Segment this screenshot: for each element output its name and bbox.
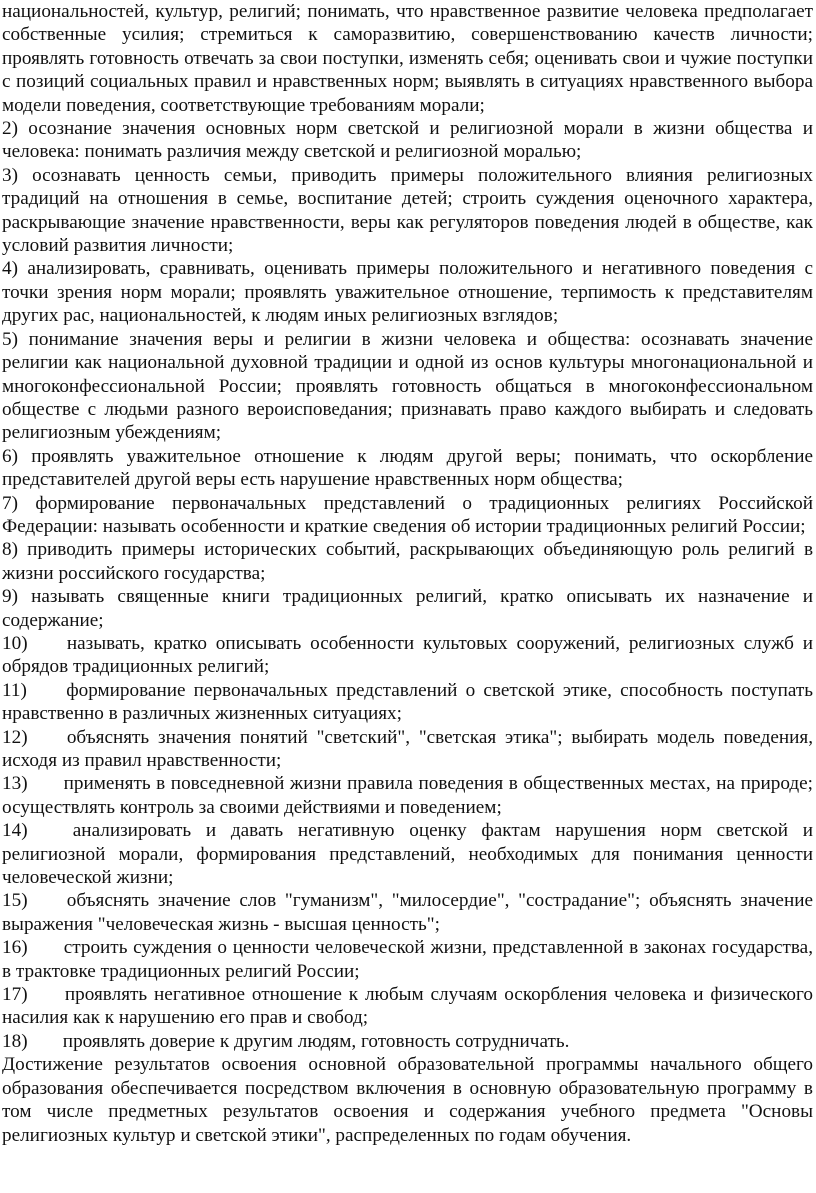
list-item bbox=[2, 632, 813, 679]
list-item-text: применять в повседневной жизни правила поведения в общественных местах, на природе; осуществлять контроль за своими действиями и поведением; bbox=[2, 773, 814, 818]
list-item-text: называть священные книги традиционных религий, кратко описывать их назначение и содержание; bbox=[2, 586, 813, 631]
list-item-number: 9) bbox=[2, 586, 18, 608]
list-item-text: формирование первоначальных представлений о традиционных религиях Российской Федерации: называть особенности и краткие сведения об истории традиционных религий России; bbox=[2, 492, 813, 537]
list-item bbox=[2, 772, 813, 819]
list-item bbox=[2, 679, 813, 726]
list-item-number: 8) bbox=[2, 539, 18, 561]
list-item-text: строить суждения о ценности человеческой жизни, представленной в законах государства, в трактовке традиционных религий России; bbox=[2, 937, 813, 982]
list-item-text: анализировать, сравнивать, оценивать примеры положительного и негативного поведения с точки зрения норм морали; проявлять уважительное отношение, терпимость к представителям других рас, национальностей, к людям иных религиозных взглядов; bbox=[2, 258, 814, 327]
list-item-number: 12) bbox=[2, 726, 28, 748]
list-item bbox=[2, 1030, 813, 1053]
list-item-number: 2) bbox=[2, 118, 18, 140]
list-item bbox=[2, 328, 813, 445]
list-item-number: 16) bbox=[2, 937, 28, 959]
list-item-text: формирование первоначальных представлений о светской этике, способность поступать нравственно в различных жизненных ситуациях; bbox=[2, 679, 813, 725]
list-item-text: понимание значения веры и религии в жизни человека и общества: осознавать значение религии как национальной духовной традиции и одной из основ культуры многонациональной и многоконфессиональной России; проявлять готовность общаться в многоконфессиональном обществе с людьми разного вероисповедания; признавать право каждого выбирать и следовать религиозным убеждениям; bbox=[2, 328, 814, 444]
list-item-number: 5) bbox=[2, 328, 18, 350]
list-item-text: проявлять доверие к другим людям, готовность сотрудничать. bbox=[62, 1030, 570, 1052]
list-item bbox=[2, 983, 813, 1030]
list-item bbox=[2, 538, 813, 585]
list-item-text: приводить примеры исторических событий, раскрывающих объединяющую роль религий в жизни российского государства; bbox=[2, 539, 814, 584]
list-item-text: называть, кратко описывать особенности культовых сооружений, религиозных служб и обрядов традиционных религий; bbox=[2, 632, 813, 678]
list-item-text: проявлять уважительное отношение к людям другой веры; понимать, что оскорбление представителей другой веры есть нарушение нравственных норм общества; bbox=[2, 445, 813, 491]
list-item bbox=[2, 445, 813, 492]
list-item-number: 18) bbox=[2, 1030, 28, 1052]
list-item-number: 7) bbox=[2, 492, 18, 514]
list-item-number: 6) bbox=[2, 445, 18, 467]
list-item-number: 17) bbox=[2, 984, 28, 1006]
list-item-number: 11) bbox=[2, 679, 27, 701]
list-item bbox=[2, 164, 813, 258]
list-item-number: 13) bbox=[2, 773, 28, 795]
list-item-text: проявлять негативное отношение к любым случаям оскорбления человека и физического насилия как к нарушению его прав и свобод; bbox=[2, 984, 813, 1029]
list-item-number: 10) bbox=[2, 632, 28, 654]
list-item bbox=[2, 889, 813, 936]
list-item bbox=[2, 492, 813, 539]
list-item-text: осознавать ценность семьи, приводить примеры положительного влияния религиозных традиций на отношения в семье, воспитание детей; строить суждения оценочного характера, раскрывающие значение нравственности, веры как регуляторов поведения людей в обществе, как условий развития личности; bbox=[2, 164, 814, 257]
list-item-text: объяснять значение слов "гуманизм", "милосердие", "сострадание"; объяснять значение выражения "человеческая жизнь - высшая ценность"; bbox=[2, 890, 813, 935]
list-item bbox=[2, 936, 813, 983]
list-item-text: объяснять значения понятий "светский", "светская этика"; выбирать модель поведения, исходя из правил нравственности; bbox=[2, 726, 814, 771]
requirements-list bbox=[2, 117, 813, 1053]
list-item-number: 15) bbox=[2, 890, 28, 912]
intro-paragraph: национальностей, культур, религий; понимать, что нравственное развитие человека предполагает собственные усилия; стремиться к саморазвитию, совершенствованию качеств личности; проявлять готовность отвечать за свои поступки, изменять себя; оценивать свои и чужие поступки с позиций социальных правил и нравственных норм; выявлять в ситуациях нравственного выбора модели поведения, соответствующие требованиям морали; bbox=[2, 1, 813, 116]
list-item-text: осознание значения основных норм светской и религиозной морали в жизни общества и человека: понимать различия между светской и религиозной моралью; bbox=[2, 118, 813, 163]
list-item bbox=[2, 117, 813, 164]
list-item bbox=[2, 819, 813, 889]
list-item-number: 4) bbox=[2, 258, 18, 280]
list-item bbox=[2, 726, 813, 773]
list-item bbox=[2, 257, 813, 327]
list-item bbox=[2, 585, 813, 632]
list-item-number: 3) bbox=[2, 164, 18, 186]
list-item-number: 14) bbox=[2, 820, 28, 842]
conclusion-paragraph: Достижение результатов освоения основной образовательной программы начального общего образования обеспечивается посредством включения в основную образовательную программу в том числе предметных результатов освоения и содержания учебного предмета "Основы религиозных культур и светской этики", распределенных по годам обучения. bbox=[2, 1054, 813, 1146]
list-item-text: анализировать и давать негативную оценку фактам нарушения норм светской и религиозной морали, формирования представлений, необходимых для понимания ценности человеческой жизни; bbox=[2, 820, 814, 889]
